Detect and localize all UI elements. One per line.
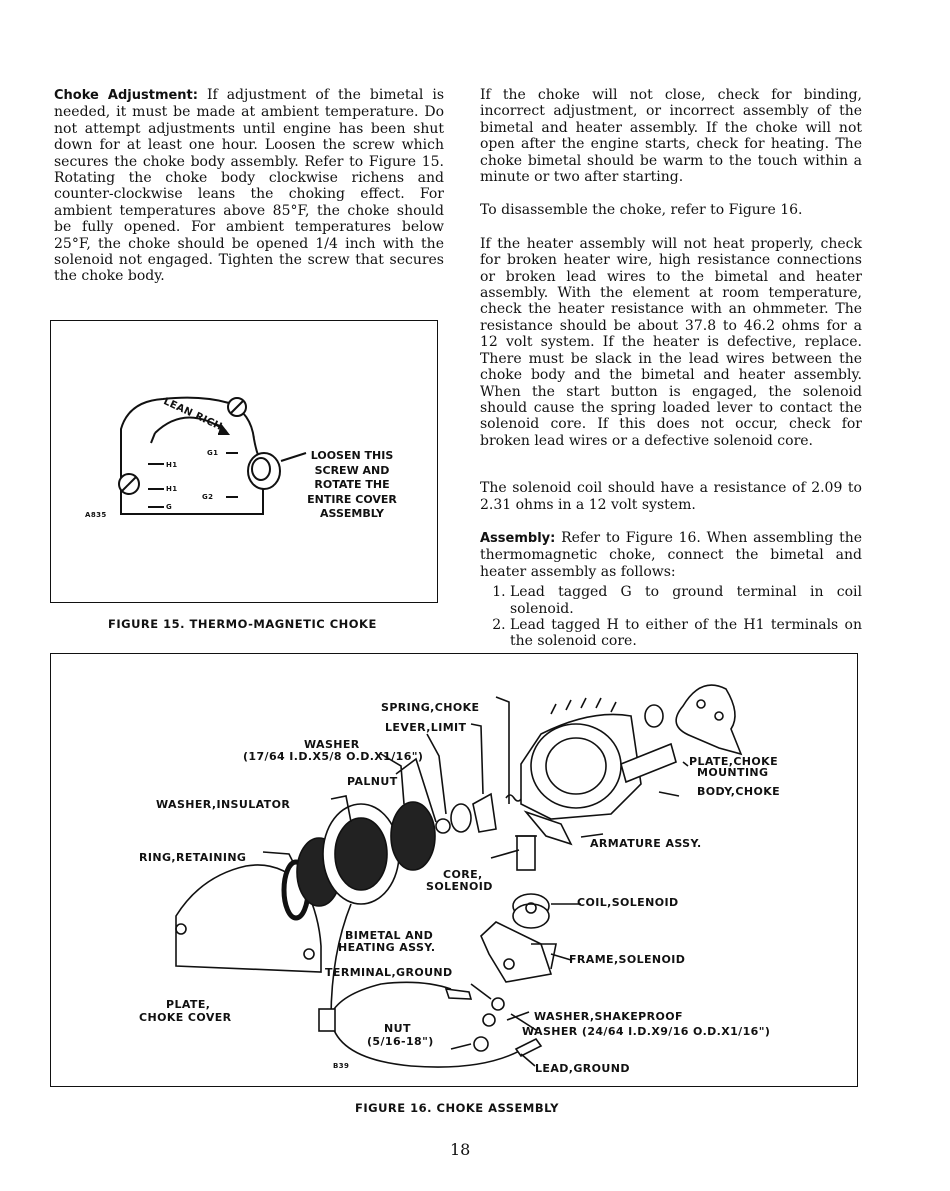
assembly-text: Refer to Figure 16. When assembling the thermomagnetic choke, connect the bimetal and heater assembly as follows: <box>480 529 863 580</box>
figure-16-id: B39 <box>333 1062 350 1070</box>
label-nut: NUT <box>384 1022 411 1035</box>
assembly-heading: Assembly: <box>480 530 556 546</box>
label-lead-ground: LEAD,GROUND <box>535 1062 630 1075</box>
disassemble-paragraph: To disassemble the choke, refer to Figure 16. <box>480 202 803 219</box>
label-heating-assy: HEATING ASSY. <box>338 941 436 954</box>
figure-16-caption: FIGURE 16. CHOKE ASSEMBLY <box>355 1101 559 1115</box>
page-number: 18 <box>450 1140 471 1159</box>
terminal-g: G <box>166 503 173 511</box>
lean-rich-dial-text: LEAN RICH <box>161 396 224 433</box>
label-spring-choke: SPRING,CHOKE <box>381 701 480 714</box>
solenoid-resistance-paragraph: The solenoid coil should have a resistance of 2.09 to 2.31 ohms in a 12 volt system. <box>480 480 862 513</box>
callout-line-1: LOOSEN THIS <box>310 449 394 462</box>
choke-adjustment-heading: Choke Adjustment: <box>54 88 198 103</box>
callout-line-2: SCREW AND <box>314 463 390 477</box>
label-solenoid: SOLENOID <box>426 880 493 893</box>
label-washer-dimensions: (17/64 I.D.X5/8 O.D.X1/16") <box>243 750 424 763</box>
label-frame-solenoid: FRAME,SOLENOID <box>569 953 686 966</box>
label-armature-assy: ARMATURE ASSY. <box>590 837 702 850</box>
terminal-h1-upper: H1 <box>166 461 178 469</box>
terminal-h1-lower: H1 <box>166 485 178 493</box>
label-plate: PLATE, <box>166 998 211 1011</box>
heater-paragraph: If the heater assembly will not heat properly, check for broken heater wire, high resistance connections or broken lead wires to the bimetal and heater assembly. With the element at room temperature, check the heater resistance with an ohmmeter. The resistance should be about 37.8 to 46.2 ohms for a 12 volt system. If the heater is defective, replace. There must be slack in the lead wires between the choke body and the bimetal and heater assembly. When the start button is engaged, the solenoid should cause the spring loaded lever to contact the solenoid core. If this does not occur, check for broken lead wires or a defective solenoid core. <box>480 235 862 449</box>
terminal-g2: G2 <box>202 493 214 501</box>
figure-15-caption: FIGURE 15. THERMO-MAGNETIC CHOKE <box>108 617 377 631</box>
label-washer-shakeproof: WASHER,SHAKEPROOF <box>534 1010 683 1023</box>
choke-adjustment-section <box>54 87 444 285</box>
label-plate-choke: PLATE,CHOKE <box>689 755 778 768</box>
troubleshooting-section <box>480 87 862 650</box>
figure-15-id: A835 <box>85 511 107 519</box>
label-core: CORE, <box>443 868 483 881</box>
label-washer: WASHER <box>304 738 360 751</box>
callout-line-4: ENTIRE COVER <box>307 492 397 506</box>
label-bimetal: BIMETAL AND <box>345 929 434 942</box>
assembly-step-2: 2. Lead tagged H to either of the H1 terminals on the solenoid core. <box>510 617 862 650</box>
assembly-step-1: 1. Lead tagged G to ground terminal in coil solenoid. <box>510 584 862 617</box>
figure-16-frame <box>50 653 858 1087</box>
label-lever-limit: LEVER,LIMIT <box>385 721 467 734</box>
label-body-choke: BODY,CHOKE <box>697 785 781 798</box>
label-choke-cover: CHOKE COVER <box>139 1011 232 1024</box>
callout-line-3: ROTATE THE <box>314 478 390 491</box>
label-terminal-ground: TERMINAL,GROUND <box>325 966 453 979</box>
figure-15-frame <box>50 320 438 603</box>
terminal-g1: G1 <box>207 449 219 457</box>
choke-close-paragraph: If the choke will not close, check for binding, incorrect adjustment, or incorrect assembly of the bimetal and heater assembly. If the choke will not open after the engine starts, check for heating. The choke bimetal should be warm to the touch within a minute or two after starting. <box>480 87 862 186</box>
assembly-steps <box>480 584 862 650</box>
label-palnut: PALNUT <box>347 775 398 788</box>
loosen-screw-callout <box>297 449 407 522</box>
label-mounting: MOUNTING <box>697 766 769 779</box>
label-washer-insulator: WASHER,INSULATOR <box>156 798 291 811</box>
choke-adjustment-text: If adjustment of the bimetal is needed, it must be made at ambient temperature. Do not attempt adjustments until engine has been shut down for at least one hour. Loosen the screw which secures the choke body assembly. Refer to Figure 15. Rotating the choke body clockwise richens and counter-clockwise leans the choking effect. For ambient temperatures above 85°F, the choke should be fully opened. For ambient temperatures below 25°F, the choke should be opened 1/4 inch with the solenoid not engaged. Tighten the screw that secures the choke body. <box>54 87 445 285</box>
label-nut-size: (5/16-18") <box>367 1035 434 1048</box>
label-washer-24-64: WASHER (24/64 I.D.X9/16 O.D.X1/16") <box>522 1025 771 1038</box>
label-ring-retaining: RING,RETAINING <box>139 851 247 864</box>
label-coil-solenoid: COIL,SOLENOID <box>577 896 679 909</box>
callout-line-5: ASSEMBLY <box>320 507 384 520</box>
